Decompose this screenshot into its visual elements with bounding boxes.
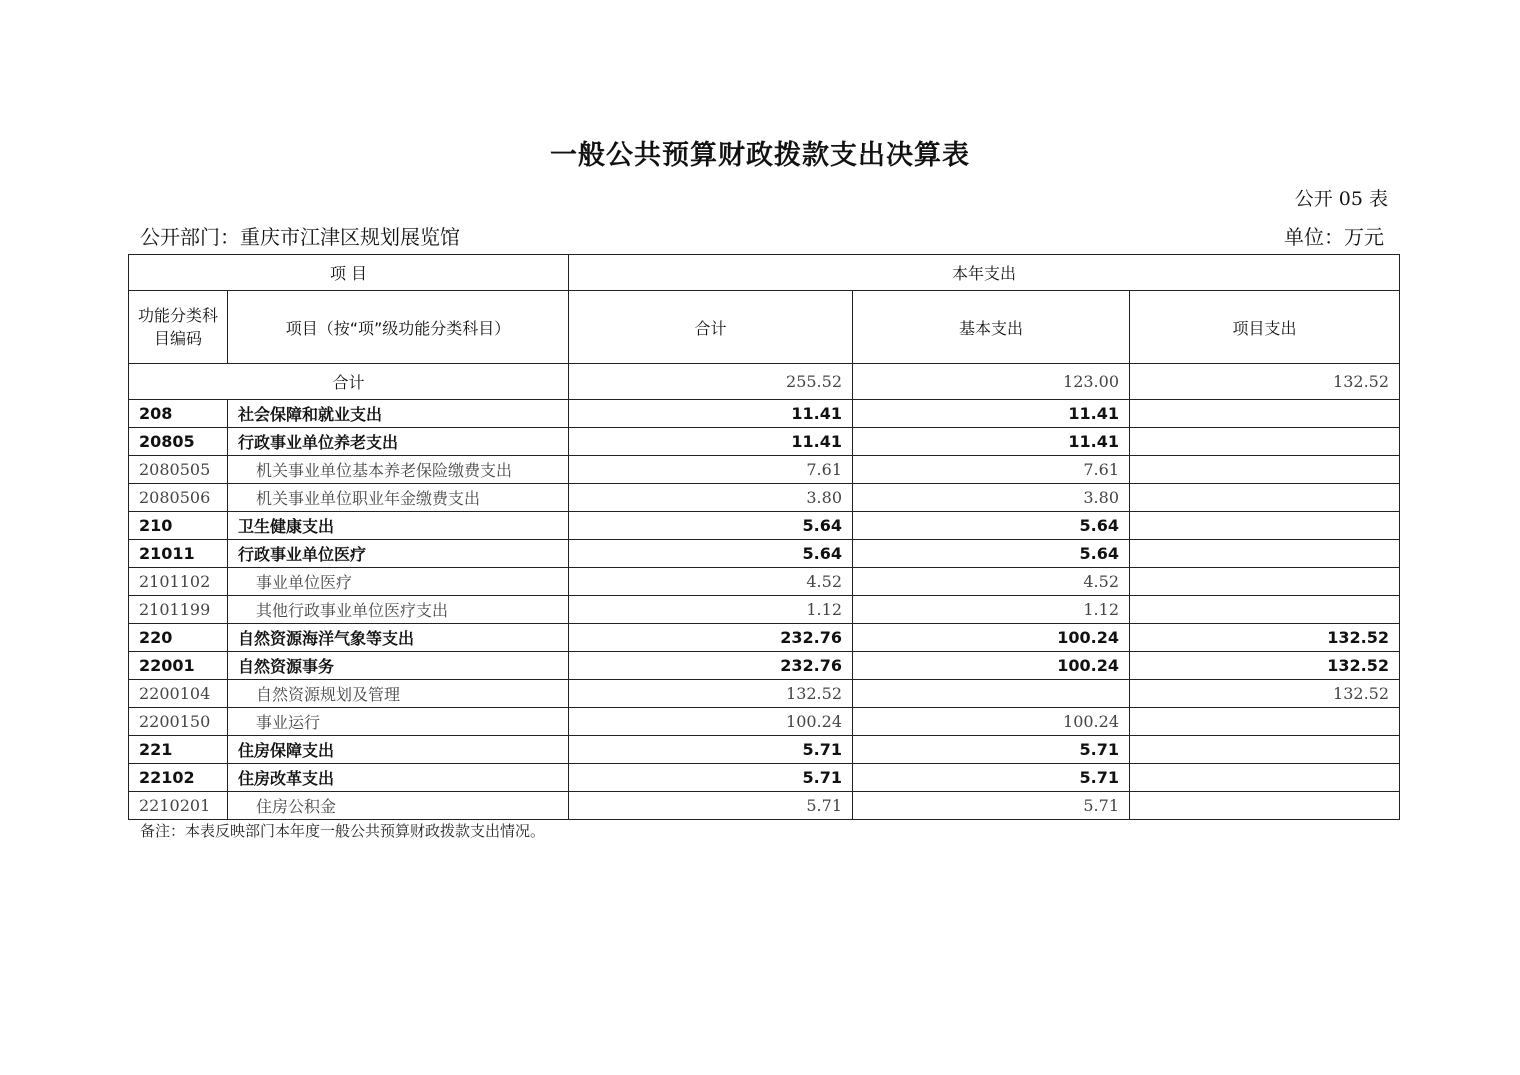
row-code: 220 bbox=[129, 624, 228, 652]
table-row bbox=[129, 736, 1400, 764]
row-code: 2210201 bbox=[129, 792, 228, 820]
row-name: 行政事业单位医疗 bbox=[228, 540, 569, 568]
row-code: 210 bbox=[129, 512, 228, 540]
row-total: 5.64 bbox=[569, 512, 853, 540]
row-code: 20805 bbox=[129, 428, 228, 456]
row-basic: 5.64 bbox=[853, 540, 1130, 568]
row-name: 住房改革支出 bbox=[228, 764, 569, 792]
row-total: 5.64 bbox=[569, 540, 853, 568]
row-basic: 11.41 bbox=[853, 428, 1130, 456]
row-code: 2200150 bbox=[129, 708, 228, 736]
row-project bbox=[1130, 736, 1400, 764]
row-name: 事业单位医疗 bbox=[228, 568, 569, 596]
row-project: 132.52 bbox=[1130, 680, 1400, 708]
row-total: 7.61 bbox=[569, 456, 853, 484]
row-code: 22102 bbox=[129, 764, 228, 792]
row-basic: 5.71 bbox=[853, 764, 1130, 792]
page-title: 一般公共预算财政拨款支出决算表 bbox=[550, 140, 970, 171]
row-code: 208 bbox=[129, 400, 228, 428]
row-total: 11.41 bbox=[569, 428, 853, 456]
total-label: 合计 bbox=[129, 364, 569, 400]
row-code: 21011 bbox=[129, 540, 228, 568]
table-row bbox=[129, 652, 1400, 680]
row-name: 住房公积金 bbox=[228, 792, 569, 820]
row-total: 232.76 bbox=[569, 652, 853, 680]
row-basic: 4.52 bbox=[853, 568, 1130, 596]
row-name: 住房保障支出 bbox=[228, 736, 569, 764]
row-name: 自然资源规划及管理 bbox=[228, 680, 569, 708]
row-project bbox=[1130, 428, 1400, 456]
table-number: 公开 05 表 bbox=[1294, 188, 1388, 210]
row-project bbox=[1130, 764, 1400, 792]
row-name: 行政事业单位养老支出 bbox=[228, 428, 569, 456]
table-row bbox=[129, 540, 1400, 568]
row-basic: 7.61 bbox=[853, 456, 1130, 484]
row-total: 1.12 bbox=[569, 596, 853, 624]
row-total: 100.24 bbox=[569, 708, 853, 736]
total-project: 132.52 bbox=[1130, 364, 1400, 400]
row-name: 事业运行 bbox=[228, 708, 569, 736]
table-row bbox=[129, 428, 1400, 456]
row-name: 机关事业单位职业年金缴费支出 bbox=[228, 484, 569, 512]
header-row-1 bbox=[129, 255, 1400, 291]
table-row bbox=[129, 484, 1400, 512]
row-code: 2101102 bbox=[129, 568, 228, 596]
row-code: 2200104 bbox=[129, 680, 228, 708]
row-project bbox=[1130, 540, 1400, 568]
row-basic: 5.64 bbox=[853, 512, 1130, 540]
row-basic: 11.41 bbox=[853, 400, 1130, 428]
row-code: 221 bbox=[129, 736, 228, 764]
row-project bbox=[1130, 792, 1400, 820]
table-row bbox=[129, 624, 1400, 652]
row-basic: 1.12 bbox=[853, 596, 1130, 624]
row-name: 机关事业单位基本养老保险缴费支出 bbox=[228, 456, 569, 484]
footnote: 备注：本表反映部门本年度一般公共预算财政拨款支出情况。 bbox=[140, 822, 546, 840]
header-current-year: 本年支出 bbox=[569, 255, 1400, 291]
row-total: 232.76 bbox=[569, 624, 853, 652]
row-basic: 100.24 bbox=[853, 652, 1130, 680]
table-row bbox=[129, 568, 1400, 596]
row-code: 2101199 bbox=[129, 596, 228, 624]
table-row bbox=[129, 456, 1400, 484]
table-row bbox=[129, 512, 1400, 540]
unit-label: 单位：万元 bbox=[1284, 225, 1384, 249]
row-total: 5.71 bbox=[569, 736, 853, 764]
row-basic: 3.80 bbox=[853, 484, 1130, 512]
header-item-name: 项目（按“项”级功能分类科目） bbox=[228, 291, 569, 364]
total-row bbox=[129, 364, 1400, 400]
row-code: 2080505 bbox=[129, 456, 228, 484]
total-sum: 255.52 bbox=[569, 364, 853, 400]
header-project: 项目支出 bbox=[1130, 291, 1400, 364]
row-name: 社会保障和就业支出 bbox=[228, 400, 569, 428]
row-project: 132.52 bbox=[1130, 624, 1400, 652]
row-total: 132.52 bbox=[569, 680, 853, 708]
row-basic: 5.71 bbox=[853, 792, 1130, 820]
row-project bbox=[1130, 512, 1400, 540]
table-row bbox=[129, 400, 1400, 428]
row-name: 自然资源海洋气象等支出 bbox=[228, 624, 569, 652]
row-name: 卫生健康支出 bbox=[228, 512, 569, 540]
header-item: 项 目 bbox=[129, 255, 569, 291]
table-row bbox=[129, 792, 1400, 820]
table-row bbox=[129, 764, 1400, 792]
header-code: 功能分类科目编码 bbox=[129, 291, 228, 364]
row-project bbox=[1130, 456, 1400, 484]
row-total: 5.71 bbox=[569, 792, 853, 820]
row-total: 4.52 bbox=[569, 568, 853, 596]
table-row bbox=[129, 596, 1400, 624]
row-project bbox=[1130, 708, 1400, 736]
total-basic: 123.00 bbox=[853, 364, 1130, 400]
department-label: 公开部门：重庆市江津区规划展览馆 bbox=[140, 225, 460, 249]
row-code: 2080506 bbox=[129, 484, 228, 512]
header-row-2 bbox=[129, 291, 1400, 364]
row-name: 自然资源事务 bbox=[228, 652, 569, 680]
row-total: 3.80 bbox=[569, 484, 853, 512]
header-basic: 基本支出 bbox=[853, 291, 1130, 364]
row-project bbox=[1130, 568, 1400, 596]
table-row bbox=[129, 680, 1400, 708]
row-project bbox=[1130, 484, 1400, 512]
row-basic bbox=[853, 680, 1130, 708]
row-total: 11.41 bbox=[569, 400, 853, 428]
row-name: 其他行政事业单位医疗支出 bbox=[228, 596, 569, 624]
header-total: 合计 bbox=[569, 291, 853, 364]
expenditure-table bbox=[128, 254, 1400, 820]
row-basic: 5.71 bbox=[853, 736, 1130, 764]
row-basic: 100.24 bbox=[853, 708, 1130, 736]
row-total: 5.71 bbox=[569, 764, 853, 792]
row-project bbox=[1130, 400, 1400, 428]
row-code: 22001 bbox=[129, 652, 228, 680]
row-basic: 100.24 bbox=[853, 624, 1130, 652]
row-project bbox=[1130, 596, 1400, 624]
row-project: 132.52 bbox=[1130, 652, 1400, 680]
table-row bbox=[129, 708, 1400, 736]
